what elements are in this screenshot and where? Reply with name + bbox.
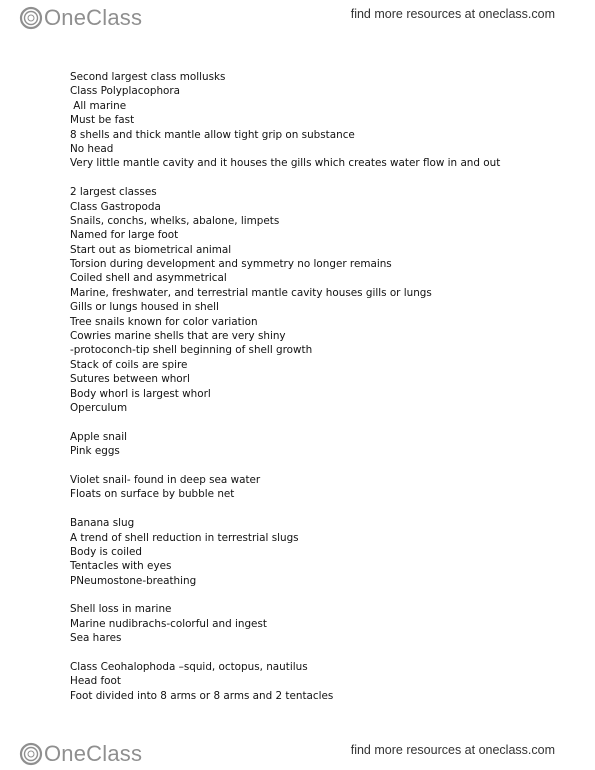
note-line: Second largest class mollusks (70, 71, 226, 83)
note-line: -protoconch-tip shell beginning of shell growth (70, 344, 313, 357)
note-line: Cowries marine shells that are very shiny (70, 330, 286, 343)
paragraph-gap (70, 588, 570, 602)
note-line: All marine (70, 99, 127, 112)
note-line: Body is coiled (70, 545, 142, 558)
note-content (70, 70, 570, 703)
note-line: Start out as biometrical animal (70, 243, 232, 256)
note-line: Very little mantle cavity and it houses the gills which creates water flow in and out (70, 157, 501, 170)
note-line: Snails, conchs, whelks, abalone, limpets (70, 214, 280, 227)
paragraph-gap (70, 171, 570, 185)
note-line: A trend of shell reduction in terrestrial slugs (70, 531, 299, 544)
paragraph-gap (70, 459, 570, 473)
note-line: Named for large foot (70, 229, 179, 242)
note-line: Torsion during development and symmetry no longer remains (70, 258, 392, 271)
note-line: Foot divided into 8 arms or 8 arms and 2 tentacles (70, 689, 334, 702)
paragraph-gap (70, 415, 570, 429)
note-line: Tree snails known for color variation (70, 315, 258, 328)
note-line: Class Gastropoda (70, 200, 161, 213)
note-line: Gills or lungs housed in shell (70, 301, 219, 314)
page-footer (0, 736, 595, 770)
note-line: Stack of coils are spire (70, 358, 188, 371)
note-line: 2 largest classes (70, 186, 157, 199)
promo-link[interactable]: find more resources at oneclass.com (350, 7, 555, 21)
logo-text: OneClass (44, 741, 143, 766)
note-line: Body whorl is largest whorl (70, 387, 211, 400)
note-line: Pink eggs (70, 445, 120, 458)
promo-link-footer[interactable]: find more resources at oneclass.com (350, 743, 555, 757)
page-header (0, 0, 595, 34)
note-line: Tentacles with eyes (70, 560, 172, 573)
note-line: Operculum (70, 401, 128, 414)
note-line: Sea hares (70, 632, 122, 645)
note-line: Marine nudibrachs-colorful and ingest (70, 617, 267, 630)
note-line: Marine, freshwater, and terrestrial mantle cavity houses gills or lungs (70, 286, 432, 299)
note-line: Floats on surface by bubble net (70, 488, 235, 501)
oneclass-logo-footer[interactable] (18, 740, 142, 768)
note-line: Shell loss in marine (70, 603, 172, 616)
paragraph-gap (70, 646, 570, 660)
note-line: Class Polyplacophora (70, 85, 181, 98)
oneclass-logo[interactable] (18, 4, 142, 32)
note-line: Must be fast (70, 114, 135, 127)
note-line: Coiled shell and asymmetrical (70, 272, 227, 285)
note-line: Head foot (70, 675, 121, 688)
note-line: Sutures between whorl (70, 373, 190, 386)
note-line: 8 shells and thick mantle allow tight grip on substance (70, 128, 355, 141)
note-line: Class Ceohalophoda –squid, octopus, nautilus (70, 661, 308, 674)
note-line: Banana slug (70, 517, 135, 530)
note-line: No head (70, 142, 114, 155)
note-line: Apple snail (70, 430, 128, 443)
paragraph-gap (70, 502, 570, 516)
logo-text: OneClass (44, 5, 143, 30)
note-line: PNeumostone-breathing (70, 574, 197, 587)
note-line: Violet snail- found in deep sea water (70, 473, 261, 486)
